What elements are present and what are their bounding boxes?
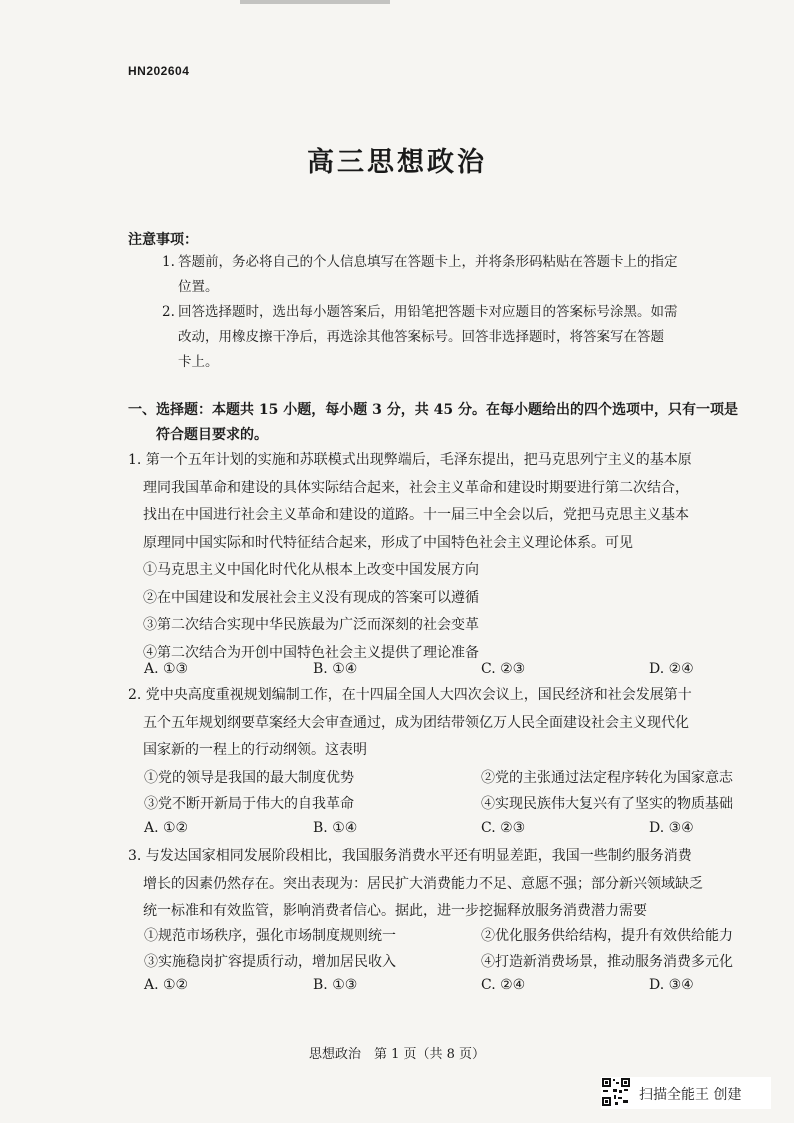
- question-stem-line: 理同我国革命和建设的具体实际结合起来，社会主义革命和建设时期要进行第二次结合，: [143, 479, 689, 496]
- statement: ①规范市场秩序，强化市场制度规则统一: [144, 928, 396, 944]
- question-stem-line: 五个五年规划纲要草案经大会审查通过，成为团结带领亿万人民全面建设社会主义现代化: [143, 714, 689, 731]
- statement: ③党不断开新局于伟大的自我革命: [144, 796, 354, 812]
- statement: ③第二次结合实现中华民族最为广泛而深刻的社会变革: [143, 617, 479, 633]
- question-stem-line: 原理同中国实际和时代特征结合起来，形成了中国特色社会主义理论体系。可见: [143, 534, 633, 551]
- notice-heading: 注意事项：: [128, 232, 198, 248]
- question-stem-line: 3. 与发达国家相同发展阶段相比，我国服务消费水平还有明显差距，我国一些制约服务消费: [128, 848, 692, 864]
- answer-option: C. ②③: [481, 820, 526, 836]
- notice-line: 改动，用橡皮擦干净后，再选涂其他答案标号。回答非选择题时，将答案写在答题: [178, 329, 664, 345]
- statement: ④第二次结合为开创中国特色社会主义提供了理论准备: [143, 644, 479, 661]
- statement: ③实施稳岗扩容提质行动，增加居民收入: [144, 954, 396, 970]
- notice-item-1: [128, 250, 758, 300]
- answer-option: D. ③④: [649, 977, 694, 993]
- page-footer: 思想政治 第 1 页（共 8 页）: [308, 1047, 486, 1062]
- answer-option: D. ②④: [649, 661, 694, 677]
- page-title: 高三思想政治: [307, 147, 487, 178]
- question-stem-line: 国家新的一程上的行动纲领。这表明: [143, 742, 367, 758]
- answer-option: D. ③④: [649, 820, 694, 836]
- notice-item-2: [128, 300, 758, 375]
- statement: ②在中国建设和发展社会主义没有现成的答案可以遵循: [143, 589, 479, 606]
- question-2: [128, 682, 764, 765]
- answer-option: B. ①④: [313, 820, 358, 836]
- answer-option: B. ①④: [313, 661, 358, 677]
- question-stem-line: 2. 党中央高度重视规划编制工作，在十四届全国人大四次会议上，国民经济和社会发展第十: [128, 687, 692, 703]
- question-stem-line: 找出在中国进行社会主义革命和建设的道路。十一届三中全会以后，党把马克思主义基本: [143, 507, 689, 523]
- section-line: 符合题目要求的。: [156, 427, 268, 443]
- paper-code: HN202604: [128, 64, 190, 78]
- question-stem-line: 增长的因素仍然存在。突出表现为：居民扩大消费能力不足、意愿不强；部分新兴领域缺乏: [143, 875, 703, 892]
- notice-line: 卡上。: [178, 354, 219, 370]
- answer-option: C. ②④: [481, 977, 526, 993]
- section-heading: [128, 398, 764, 448]
- statement: ①党的领导是我国的最大制度优势: [144, 770, 354, 786]
- question-1: [128, 447, 764, 667]
- notice-line: 回答选择题时，选出每小题答案后，用铅笔把答题卡对应题目的答案标号涂黑。如需: [178, 304, 678, 320]
- answer-option: A. ①②: [144, 820, 189, 836]
- statement: ②党的主张通过法定程序转化为国家意志: [481, 770, 733, 786]
- notice-line: 位置。: [178, 279, 219, 295]
- qr-code-icon: [601, 1077, 631, 1107]
- scanner-watermark: [601, 1077, 771, 1109]
- answer-option: B. ①③: [313, 977, 358, 993]
- statement: ④实现民族伟大复兴有了坚实的物质基础: [481, 796, 733, 812]
- question-3: [128, 843, 764, 926]
- statement: ②优化服务供给结构，提升有效供给能力: [481, 928, 733, 944]
- notice-line: 答题前，务必将自己的个人信息填写在答题卡上，并将条形码粘贴在答题卡上的指定: [178, 254, 678, 270]
- watermark-text: 扫描全能王 创建: [639, 1087, 742, 1103]
- statement: ①马克思主义中国化时代化从根本上改变中国发展方向: [143, 562, 479, 578]
- scan-shadow: [240, 0, 390, 4]
- statement: ④打造新消费场景，推动服务消费多元化: [481, 954, 733, 970]
- answer-option: A. ①②: [144, 977, 189, 993]
- section-line: 一、选择题：本题共 15 小题，每小题 3 分，共 45 分。在每小题给出的四个选项中，只有一项是: [128, 402, 738, 418]
- question-stem-line: 1. 第一个五年计划的实施和苏联模式出现弊端后，毛泽东提出，把马克思列宁主义的基本原: [128, 452, 692, 468]
- notice-number: 2.: [162, 304, 175, 320]
- answer-option: A. ①③: [144, 661, 189, 677]
- notice-number: 1.: [162, 254, 175, 270]
- answer-option: C. ②③: [481, 661, 526, 677]
- question-stem-line: 统一标准和有效监管，影响消费者信心。据此，进一步挖掘释放服务消费潜力需要: [143, 903, 647, 919]
